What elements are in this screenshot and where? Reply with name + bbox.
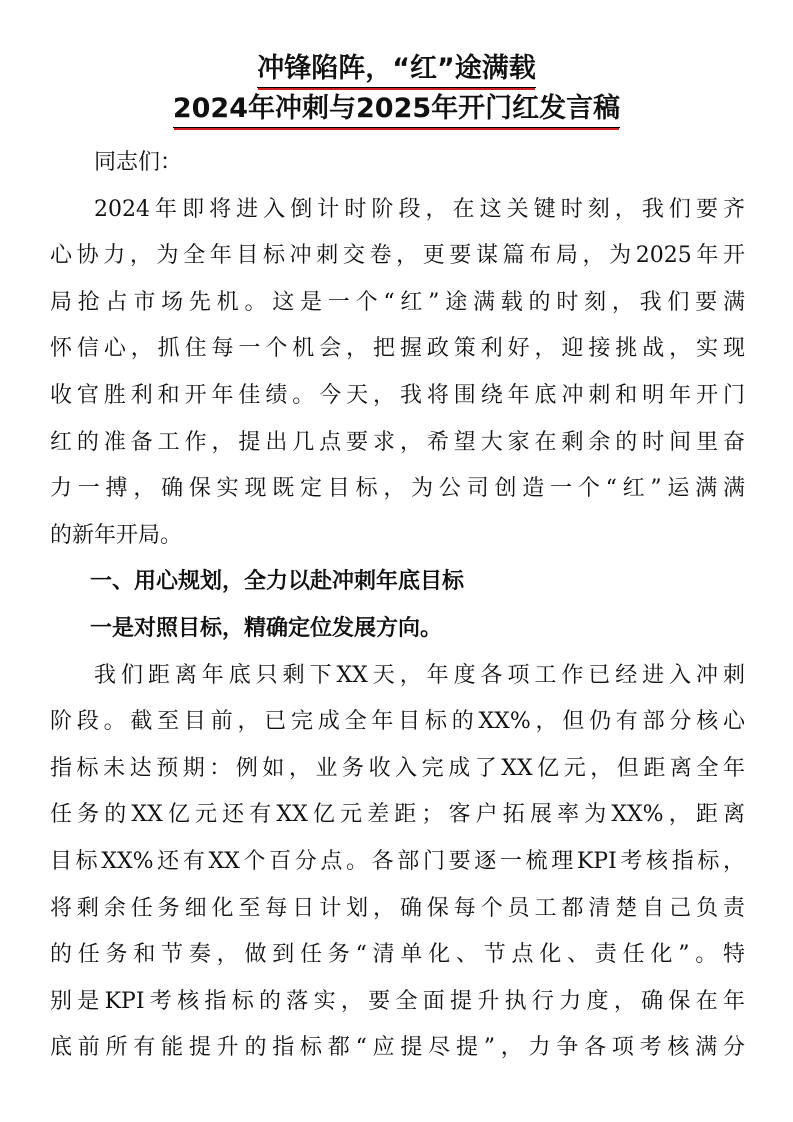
text-line: 收官胜利和开年佳绩。今天，我将围绕年底冲刺和明年开门 [50, 382, 745, 408]
text-line: 心协力，为全年目标冲刺交卷，更要谋篇布局，为2025年开 [50, 243, 745, 269]
text-line: 力一搏，确保实现既定目标，为公司创造一个“红”运满满 [50, 476, 745, 502]
text-line: 阶段。截至目前，已完成全年目标的XX%，但仍有部分核心 [50, 709, 745, 735]
section-heading: 一、用心规划，全力以赴冲刺年底目标 [90, 569, 465, 595]
document-title-line2 [0, 92, 793, 128]
title-text: 冲锋陷阵，“红”途满载 [257, 52, 536, 88]
text-line: 目标XX%还有XX个百分点。各部门要逐一梳理KPI考核指标， [50, 848, 745, 874]
text-line: 我们距离年底只剩下XX天，年度各项工作已经进入冲刺 [94, 662, 745, 688]
text-line: 怀信心，抓住每一个机会，把握政策利好，迎接挑战，实现 [50, 336, 745, 362]
subtitle-text: 2024年冲刺与2025年开门红发言稿 [173, 92, 620, 128]
text-line: 别是KPI考核指标的落实，要全面提升执行力度，确保在年 [50, 988, 745, 1014]
salutation: 同志们： [94, 150, 183, 175]
document-title-line1 [0, 52, 793, 88]
text-line: 的任务和节奏，做到任务“清单化、节点化、责任化”。特 [50, 942, 745, 968]
text-line: 2024年即将进入倒计时阶段，在这关键时刻，我们要齐 [94, 196, 745, 222]
document-body [50, 140, 745, 1072]
text-line: 红的准备工作，提出几点要求，希望大家在剩余的时间里奋 [50, 429, 745, 455]
paragraph-1 [50, 187, 745, 560]
paragraph-2 [50, 653, 745, 1072]
text-line: 局抢占市场先机。这是一个“红”途满载的时刻，我们要满 [50, 289, 745, 315]
text-line: 任务的XX亿元还有XX亿元差距；客户拓展率为XX%，距离 [50, 802, 745, 828]
text-line: 将剩余任务细化至每日计划，确保每个员工都清楚自己负责 [50, 895, 745, 921]
text-line: 底前所有能提升的指标都“应提尽提”，力争各项考核满分 [50, 1035, 745, 1061]
text-line: 指标未达预期：例如，业务收入完成了XX亿元，但距离全年 [50, 755, 745, 781]
text-line: 的新年开局。 [50, 522, 183, 548]
sub-heading: 一是对照目标，精确定位发展方向。 [90, 615, 443, 641]
